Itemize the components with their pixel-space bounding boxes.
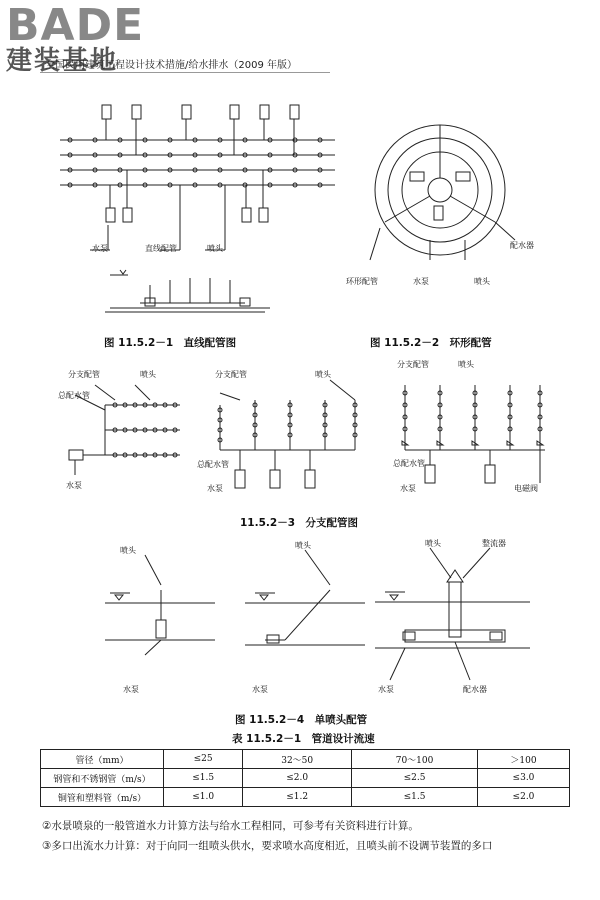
fig1-label-nozzle: 喷头 xyxy=(207,244,223,253)
table-header-cell: 70～100 xyxy=(352,750,478,769)
table-header-cell: ＞100 xyxy=(477,750,569,769)
fig4a-label-nozzle: 喷头 xyxy=(120,546,136,555)
table-cell: ≤3.0 xyxy=(477,769,569,788)
fig2-caption: 图 11.5.2－2 环形配管 xyxy=(370,337,492,349)
table-cell: ≤2.5 xyxy=(352,769,478,788)
fig3c-diagram xyxy=(385,365,560,495)
fig3b-label-pump: 水泵 xyxy=(207,484,223,493)
table-row xyxy=(41,788,570,807)
fig3b-nozzle-dots xyxy=(218,403,357,442)
fig1-label-pump: 水泵 xyxy=(92,244,108,253)
logo-subtitle: 建装基地 xyxy=(6,46,119,76)
fig3-caption: 11.5.2－3 分支配管图 xyxy=(240,517,359,529)
fig3b-diagram xyxy=(195,375,370,500)
table-cell: ≤1.0 xyxy=(164,788,243,807)
fig4c-diagram xyxy=(375,540,535,675)
fig3c-label-branch: 分支配管 xyxy=(397,360,429,369)
table-cell: ≤2.0 xyxy=(243,769,352,788)
logo-brand: BADE xyxy=(6,0,145,51)
fig3b-label-main: 总配水管 xyxy=(197,460,229,469)
fig1-nozzle-dots xyxy=(68,138,322,187)
fig2-label-nozzle: 喷头 xyxy=(474,277,490,286)
fig4b-diagram xyxy=(245,545,370,655)
note-paragraph-2: ②水景喷泉的一般管道水力计算方法与给水工程相同，可参考有关资料进行计算。 xyxy=(42,820,419,832)
fig4a-diagram xyxy=(105,545,220,655)
fig4c-label-distributor: 配水器 xyxy=(463,685,487,694)
fig1-caption: 图 11.5.2－1 直线配管图 xyxy=(104,337,237,349)
fig4b-label-nozzle: 喷头 xyxy=(295,541,311,550)
fig4c-label-rectifier: 整流器 xyxy=(482,539,506,548)
fig2-diagram xyxy=(370,100,570,300)
table-cell: 钢管和不锈钢管（m/s） xyxy=(41,769,164,788)
table-cell: ≤2.0 xyxy=(477,788,569,807)
fig3b-label-branch: 分支配管 xyxy=(215,370,247,379)
fig4-caption: 图 11.5.2－4 单喷头配管 xyxy=(235,714,368,726)
running-header: 全国民用建筑工程设计技术措施/给水排水（2009 年版） xyxy=(45,60,297,71)
fig3c-label-nozzle: 喷头 xyxy=(458,360,474,369)
fig4c-label-pump: 水泵 xyxy=(378,685,394,694)
table-header-cell: ≤25 xyxy=(164,750,243,769)
note-paragraph-3: ③多口出流水力计算：对于向同一组喷头供水，要求喷水高度相近，且喷头前不设调节装置的多口 xyxy=(42,840,493,852)
fig4c-label-nozzle: 喷头 xyxy=(425,539,441,548)
header-rule xyxy=(40,72,330,73)
fig3a-label-main: 总配水管 xyxy=(58,391,90,400)
table-cell: ≤1.5 xyxy=(352,788,478,807)
fig2-label-distributor: 配水器 xyxy=(510,241,534,250)
fig3a-label-branch: 分支配管 xyxy=(68,370,100,379)
fig4a-label-pump: 水泵 xyxy=(123,685,139,694)
fig3c-label-pump: 水泵 xyxy=(400,484,416,493)
fig3c-nozzle-dots xyxy=(403,391,542,431)
fig3a-label-pump: 水泵 xyxy=(66,481,82,490)
flow-velocity-table xyxy=(40,749,570,807)
table-caption: 表 11.5.2－1 管道设计流速 xyxy=(232,733,375,745)
fig1-label-pipe: 直线配管 xyxy=(145,244,177,253)
fig2-label-ring-pipe: 环形配管 xyxy=(346,277,378,286)
fig1-diagram xyxy=(50,100,340,330)
fig3a-label-nozzle: 喷头 xyxy=(140,370,156,379)
table-header-cell: 32～50 xyxy=(243,750,352,769)
table-header-cell: 管径（mm） xyxy=(41,750,164,769)
table-cell: 铜管和塑料管（m/s） xyxy=(41,788,164,807)
fig3c-label-main: 总配水管 xyxy=(393,459,425,468)
table-header-row xyxy=(41,750,570,769)
table-cell: ≤1.5 xyxy=(164,769,243,788)
table-row xyxy=(41,769,570,788)
fig3c-label-valve: 电磁阀 xyxy=(514,484,538,493)
fig3b-label-nozzle: 喷头 xyxy=(315,370,331,379)
fig4b-label-pump: 水泵 xyxy=(252,685,268,694)
table-cell: ≤1.2 xyxy=(243,788,352,807)
fig2-label-pump: 水泵 xyxy=(413,277,429,286)
